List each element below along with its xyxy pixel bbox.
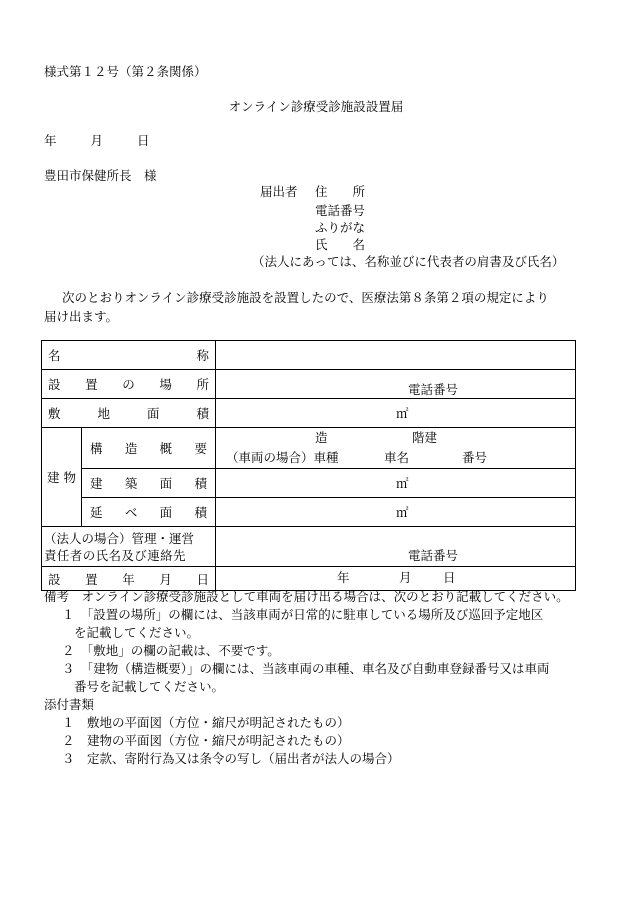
- date-label: 設 置 年 月 日: [42, 567, 216, 591]
- location-label: 設 置 の 場 所: [42, 370, 216, 399]
- month-label: 月: [90, 133, 104, 148]
- location-value[interactable]: [216, 370, 576, 399]
- applicant-name-label: 氏 名: [315, 237, 366, 252]
- vehicle-type-label: （車両の場合）車種: [226, 450, 339, 465]
- manager-label-line-1: （法人の場合）管理・運営: [44, 530, 195, 546]
- location-phone-label: 電話番号: [408, 382, 459, 397]
- date-value[interactable]: [216, 567, 576, 591]
- applicant-label: 届出者: [260, 184, 298, 199]
- name-value[interactable]: [216, 341, 576, 370]
- floors-label: 階建: [412, 430, 438, 445]
- row-name: [42, 341, 576, 370]
- date-month: 月: [399, 569, 412, 585]
- floor-area-label: 延 ベ 面 積: [82, 498, 216, 527]
- vehicle-number-label: 番号: [462, 450, 488, 465]
- year-label: 年: [44, 133, 57, 148]
- site-area-label: 敷 地 面 積: [42, 399, 216, 428]
- attachment-2: ２ 建物の平面図（方位・縮尺が明記されたもの）: [62, 733, 350, 748]
- building-area-unit: ㎡: [396, 476, 409, 491]
- date-day: 日: [443, 569, 456, 585]
- day-label: 日: [137, 133, 150, 148]
- corporation-note: （法人にあっては、名称並びに代表者の肩書及び氏名）: [252, 254, 565, 269]
- row-location: [42, 370, 576, 399]
- building-area-value[interactable]: [216, 469, 576, 498]
- remarks-heading: 備考 オンライン診療受診施設として車両を届け出る場合は、次のとおり記載してください。: [44, 589, 569, 604]
- addressee: 豊田市保健所長 様: [44, 168, 157, 183]
- building-area-label: 建 築 面 積: [82, 469, 216, 498]
- applicant-phone-label: 電話番号: [315, 203, 366, 218]
- manager-label-line-2: 責任者の氏名及び連絡先: [44, 547, 186, 563]
- manager-label: [42, 527, 216, 567]
- site-area-unit: ㎡: [396, 406, 409, 421]
- structure-label: 構 造 概 要: [82, 428, 216, 469]
- body-text-line-1: 次のとおりオンライン診療受診施設を設置したので、医療法第８条第２項の規定により: [62, 290, 549, 305]
- manager-phone-label: 電話番号: [408, 548, 459, 563]
- date-line: [44, 135, 150, 148]
- remark-3-line-1: ３ 「建物（構造概要）」の欄には、当該車両の車種、車名及び自動車登録番号又は車両: [62, 661, 550, 676]
- remark-1-line-1: １ 「設置の場所」の欄には、当該車両が日常的に駐車している場所及び巡回予定地区: [62, 607, 544, 622]
- vehicle-name-label: 車名: [384, 450, 410, 465]
- remark-3-line-2: 番号を記載してください。: [74, 679, 225, 694]
- row-site-area: [42, 399, 576, 428]
- site-area-value[interactable]: [216, 399, 576, 428]
- row-building-area: [42, 469, 576, 498]
- row-manager: [42, 527, 576, 567]
- building-label: 建 物: [42, 428, 82, 527]
- attachment-3: ３ 定款、寄附行為又は条令の写し（届出者が法人の場合）: [62, 751, 400, 766]
- notification-table: [41, 340, 576, 591]
- applicant-address-label: 住 所: [315, 184, 366, 199]
- structure-type-label: 造: [315, 430, 328, 445]
- floor-area-value[interactable]: [216, 498, 576, 527]
- form-number: 様式第１２号（第２条関係）: [44, 64, 207, 79]
- body-text-line-2: 届け出ます。: [44, 309, 119, 324]
- floor-area-unit: ㎡: [396, 505, 409, 520]
- applicant-furigana-label: ふりがな: [315, 220, 366, 235]
- page-title: オンライン診療受診施設設置届: [228, 99, 404, 114]
- row-floor-area: [42, 498, 576, 527]
- remark-2: ２ 「敷地」の欄の記載は、不要です。: [62, 643, 280, 658]
- attachments-heading: 添付書類: [44, 697, 95, 712]
- attachment-1: １ 敷地の平面図（方位・縮尺が明記されたもの）: [62, 715, 350, 730]
- structure-value[interactable]: [216, 428, 576, 469]
- remark-1-line-2: を記載してください。: [74, 625, 200, 640]
- name-label: 名 称: [42, 341, 216, 370]
- date-year: 年: [337, 569, 350, 585]
- row-structure: [42, 428, 576, 469]
- manager-value[interactable]: [216, 527, 576, 567]
- row-date: [42, 567, 576, 591]
